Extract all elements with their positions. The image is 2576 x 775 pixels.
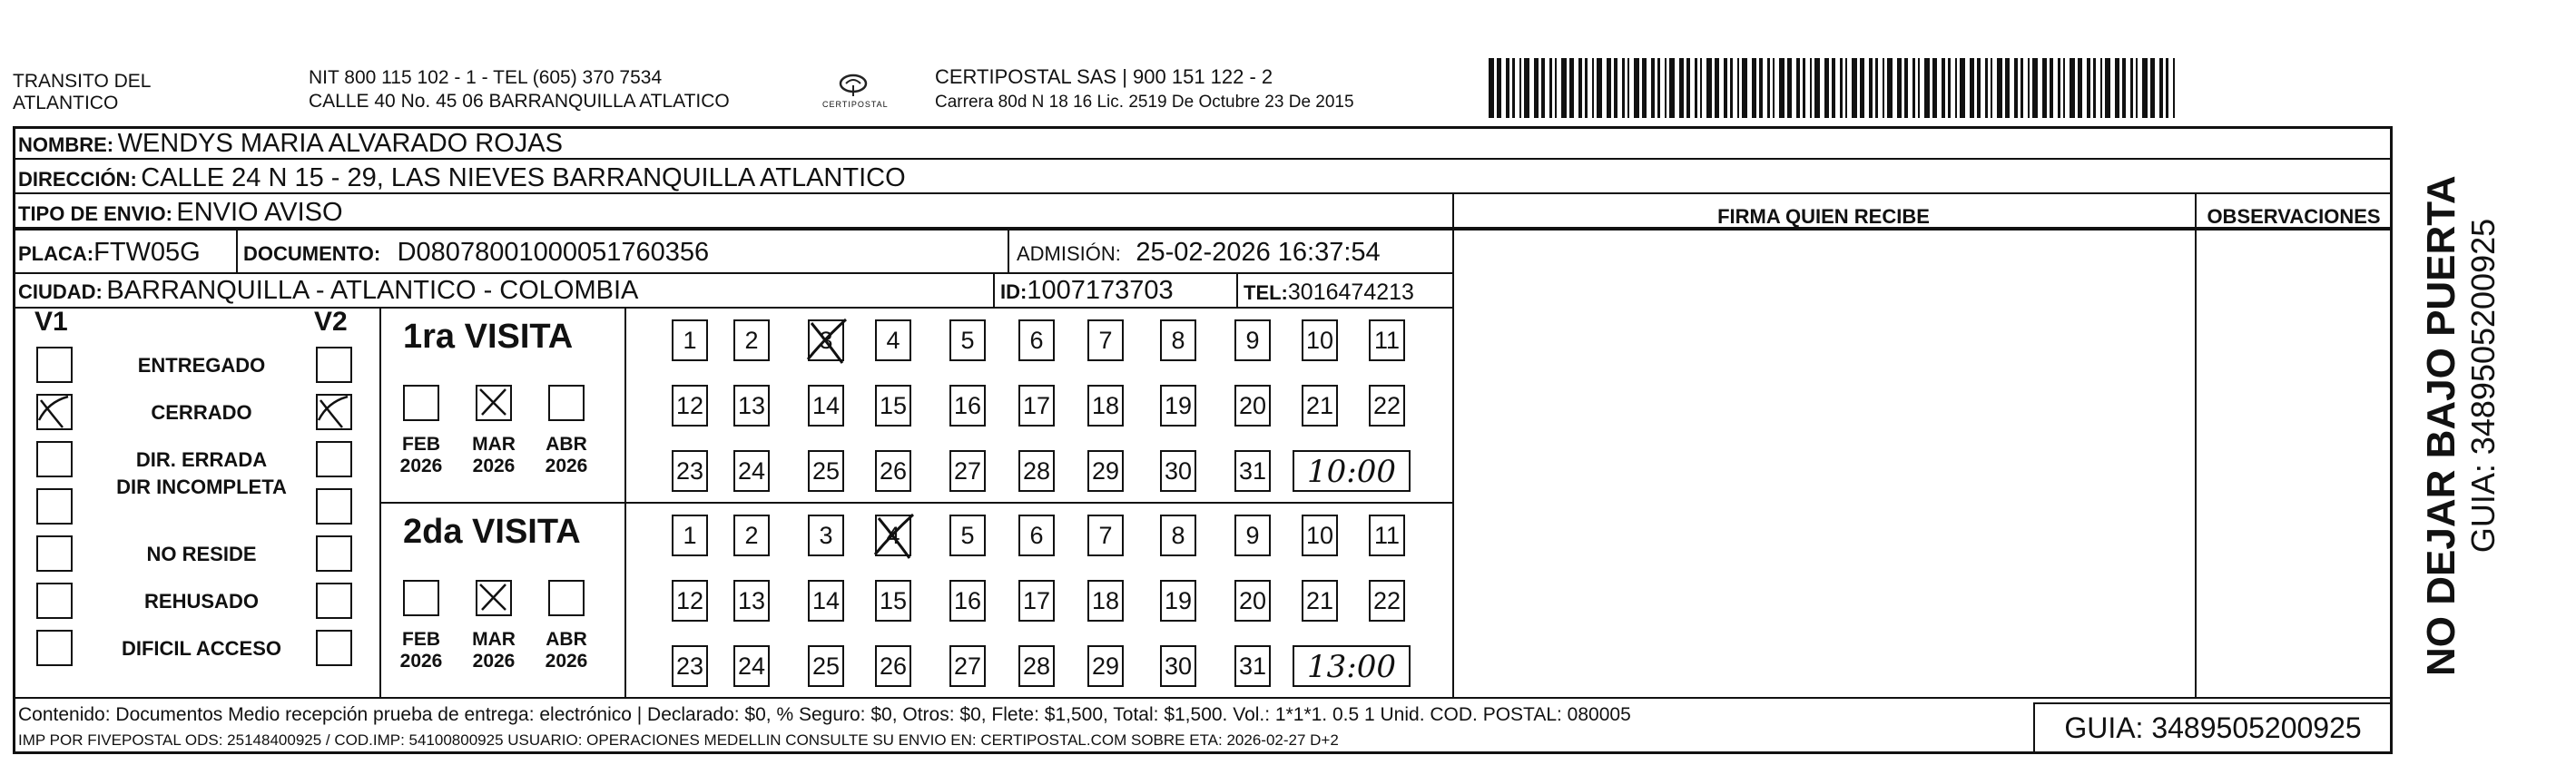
documento-field <box>243 238 709 268</box>
tel-divider <box>1236 272 1238 307</box>
status-option-label: ENTREGADO <box>137 354 266 377</box>
status-option-label: CERRADO <box>151 401 252 424</box>
day-box[interactable]: 22 <box>1369 385 1405 427</box>
nombre-value: WENDYS MARIA ALVARADO ROJAS <box>117 129 563 158</box>
day-box[interactable]: 13 <box>733 385 770 427</box>
day-box[interactable]: 24 <box>733 450 770 492</box>
tel-label: TEL: <box>1244 281 1288 304</box>
side-guia: GUIA: 3489505200925 <box>2464 218 2502 554</box>
day-box[interactable]: 31 <box>1234 645 1271 687</box>
month-label <box>465 629 523 672</box>
time-box[interactable] <box>1293 645 1411 687</box>
direccion-value: CALLE 24 N 15 - 29, LAS NIEVES BARRANQUILLA ATLANTICO <box>141 163 906 192</box>
month-checkbox[interactable] <box>476 580 512 616</box>
issuer-address-line: CALLE 40 No. 45 06 BARRANQUILLA ATLATICO <box>309 91 730 112</box>
month-label <box>537 434 595 477</box>
day-box[interactable]: 27 <box>949 645 986 687</box>
day-box[interactable]: 19 <box>1160 580 1196 622</box>
day-box[interactable]: 27 <box>949 450 986 492</box>
issuer-name-line1: TRANSITO DEL <box>13 71 152 92</box>
day-box[interactable]: 7 <box>1087 319 1124 361</box>
admision-field <box>1017 238 1381 268</box>
v1-checkbox[interactable] <box>36 583 73 619</box>
day-box[interactable]: 15 <box>875 580 911 622</box>
day-box[interactable]: 29 <box>1087 450 1124 492</box>
row4-top <box>13 229 1454 231</box>
no-dejar-warning: NO DEJAR BAJO PUERTA <box>2419 175 2463 676</box>
day-box[interactable]: 20 <box>1234 385 1271 427</box>
month-year: 2026 <box>472 456 516 476</box>
month-label <box>537 629 595 672</box>
v2-checkbox[interactable] <box>316 347 352 383</box>
month-checkbox[interactable] <box>476 385 512 421</box>
tipo-field <box>18 198 343 228</box>
v2-checkbox[interactable] <box>316 394 352 430</box>
admision-divider <box>1008 229 1009 272</box>
logo-caption: CERTIPOSTAL <box>822 100 889 109</box>
ciudad-field <box>18 276 638 306</box>
admision-value: 25-02-2026 16:37:54 <box>1136 238 1381 267</box>
day-box[interactable]: 15 <box>875 385 911 427</box>
day-box[interactable]: 8 <box>1160 515 1196 556</box>
tel-field <box>1244 280 1414 306</box>
day-box[interactable]: 23 <box>672 450 708 492</box>
ciudad-label: CIUDAD: <box>18 280 103 303</box>
ciudad-value: BARRANQUILLA - ATLANTICO - COLOMBIA <box>106 276 639 305</box>
day-box[interactable]: 5 <box>949 515 986 556</box>
v1-checkbox[interactable] <box>36 347 73 383</box>
status-option-label: DIR INCOMPLETA <box>116 476 287 498</box>
v2-checkbox[interactable] <box>316 441 352 477</box>
time-handwritten: 13:00 <box>1307 649 1396 685</box>
day-box[interactable]: 17 <box>1018 385 1055 427</box>
status-option-label: REHUSADO <box>144 590 259 613</box>
month-name: FEB <box>402 434 440 455</box>
day-box[interactable]: 31 <box>1234 450 1271 492</box>
month-checkbox[interactable] <box>403 385 439 421</box>
observaciones-label: OBSERVACIONES <box>2207 205 2381 228</box>
v1-checkbox[interactable] <box>36 630 73 666</box>
row5-bottom <box>13 307 1454 309</box>
day-box[interactable]: 9 <box>1234 515 1271 556</box>
admision-label: ADMISIÓN: <box>1017 242 1121 265</box>
day-box[interactable]: 18 <box>1087 385 1124 427</box>
v1-checkbox[interactable] <box>36 535 73 572</box>
day-box[interactable]: 9 <box>1234 319 1271 361</box>
visit-title: 1ra VISITA <box>403 318 574 356</box>
documento-label: DOCUMENTO: <box>243 242 381 265</box>
guia-box-text: GUIA: 3489505200925 <box>2064 711 2362 744</box>
v2-checkbox[interactable] <box>316 535 352 572</box>
day-box[interactable]: 21 <box>1302 580 1338 622</box>
day-box[interactable]: 7 <box>1087 515 1124 556</box>
day-box[interactable]: 2 <box>733 515 770 556</box>
placa-label: PLACA: <box>18 242 94 265</box>
v1-label: V1 <box>34 307 68 337</box>
day-box[interactable]: 29 <box>1087 645 1124 687</box>
v2-checkbox[interactable] <box>316 488 352 525</box>
day-box[interactable]: 26 <box>875 645 911 687</box>
day-box[interactable]: 10 <box>1302 319 1338 361</box>
month-year: 2026 <box>399 456 443 476</box>
month-name: ABR <box>546 434 587 455</box>
month-name: FEB <box>402 629 440 650</box>
day-box[interactable]: 21 <box>1302 385 1338 427</box>
day-box[interactable]: 28 <box>1018 450 1055 492</box>
month-checkbox[interactable] <box>403 580 439 616</box>
license-line: Carrera 80d N 18 16 Lic. 2519 De Octubre 23 De 2015 <box>935 93 1354 112</box>
status-option-label: NO RESIDE <box>146 543 257 565</box>
v1-checkbox[interactable] <box>36 441 73 477</box>
day-box[interactable]: 14 <box>808 580 844 622</box>
tipo-label: TIPO DE ENVIO: <box>18 202 172 225</box>
day-box[interactable]: 22 <box>1369 580 1405 622</box>
day-box[interactable]: 17 <box>1018 580 1055 622</box>
day-box[interactable]: 25 <box>808 450 844 492</box>
month-name: ABR <box>546 629 587 650</box>
firma-label: FIRMA QUIEN RECIBE <box>1717 205 1930 228</box>
v1-checkbox[interactable] <box>36 394 73 430</box>
month-label <box>465 434 523 477</box>
v1-checkbox[interactable] <box>36 488 73 525</box>
day-box[interactable]: 14 <box>808 385 844 427</box>
month-label <box>392 629 450 672</box>
issuer-name-line2: ATLANTICO <box>13 93 119 113</box>
status-option-label: DIFICIL ACCESO <box>121 637 281 660</box>
v2-label: V2 <box>314 307 348 337</box>
month-checkbox[interactable] <box>548 580 585 616</box>
nombre-label: NOMBRE: <box>18 133 114 156</box>
observaciones-divider <box>2195 194 2197 697</box>
day-box[interactable]: 4 <box>875 515 911 556</box>
nombre-field <box>18 129 563 159</box>
day-box[interactable]: 3 <box>808 319 844 361</box>
month-name: MAR <box>472 629 516 650</box>
id-value: 1007173703 <box>1027 276 1174 305</box>
day-box[interactable]: 5 <box>949 319 986 361</box>
day-box[interactable]: 8 <box>1160 319 1196 361</box>
issuer-nit-line: NIT 800 115 102 - 1 - TEL (605) 370 7534 <box>309 67 663 88</box>
day-box[interactable]: 24 <box>733 645 770 687</box>
day-box[interactable]: 16 <box>949 385 986 427</box>
day-box[interactable]: 28 <box>1018 645 1055 687</box>
day-box[interactable]: 2 <box>733 319 770 361</box>
documento-value: D08078001000051760356 <box>397 238 710 267</box>
v2-checkbox[interactable] <box>316 583 352 619</box>
id-field <box>1000 276 1174 306</box>
day-box[interactable]: 18 <box>1087 580 1124 622</box>
certipostal-logo <box>817 65 890 120</box>
month-name: MAR <box>472 434 516 455</box>
month-year: 2026 <box>399 651 443 672</box>
month-year: 2026 <box>545 456 588 476</box>
tipo-value: ENVIO AVISO <box>176 198 343 227</box>
day-box[interactable]: 6 <box>1018 319 1055 361</box>
day-box[interactable]: 12 <box>672 580 708 622</box>
placa-divider <box>236 229 238 272</box>
footer-top <box>13 697 2393 699</box>
status-option-label: DIR. ERRADA <box>135 448 268 471</box>
day-box[interactable]: 11 <box>1369 515 1405 556</box>
id-label: ID: <box>1000 280 1027 303</box>
v2-checkbox[interactable] <box>316 630 352 666</box>
barcode <box>1489 58 2178 118</box>
day-box[interactable]: 1 <box>672 319 708 361</box>
day-box[interactable]: 4 <box>875 319 911 361</box>
visit-divider <box>379 502 1454 504</box>
placa-value: FTW05G <box>93 238 201 267</box>
month-year: 2026 <box>545 651 588 672</box>
month-label <box>392 434 450 477</box>
direccion-label: DIRECCIÓN: <box>18 168 137 191</box>
id-divider <box>993 272 995 307</box>
time-handwritten: 10:00 <box>1307 454 1396 490</box>
day-box[interactable]: 30 <box>1160 450 1196 492</box>
day-box[interactable]: 26 <box>875 450 911 492</box>
contenido-line: Contenido: Documentos Medio recepción prueba de entrega: electrónico | Declarado: $0, % Seguro: $0, Otros: $0, Flete: $1,500, Total: $1,500. Vol.: 1*1*1. 0.5 1 Unid. COD. POSTAL: 080005 <box>18 704 1631 725</box>
placa-field <box>18 238 201 268</box>
month-year: 2026 <box>472 651 516 672</box>
tel-value: 3016474213 <box>1287 280 1414 305</box>
day-box[interactable]: 25 <box>808 645 844 687</box>
day-box[interactable]: 3 <box>808 515 844 556</box>
visit-title: 2da VISITA <box>403 513 581 551</box>
day-box[interactable]: 10 <box>1302 515 1338 556</box>
day-box[interactable]: 12 <box>672 385 708 427</box>
courier-line: CERTIPOSTAL SAS | 900 151 122 - 2 <box>935 65 1273 88</box>
firma-header-line <box>1452 229 2391 231</box>
day-box[interactable]: 23 <box>672 645 708 687</box>
month-checkbox[interactable] <box>548 385 585 421</box>
day-box[interactable]: 20 <box>1234 580 1271 622</box>
firma-divider <box>1452 194 1454 697</box>
day-box[interactable]: 30 <box>1160 645 1196 687</box>
day-box[interactable]: 11 <box>1369 319 1405 361</box>
direccion-field <box>18 163 906 193</box>
time-box[interactable] <box>1293 450 1411 492</box>
day-box[interactable]: 13 <box>733 580 770 622</box>
day-box[interactable]: 6 <box>1018 515 1055 556</box>
day-box[interactable]: 16 <box>949 580 986 622</box>
imp-line: IMP POR FIVEPOSTAL ODS: 25148400925 / COD.IMP: 54100800925 USUARIO: OPERACIONES MEDELLIN CONSULTE SU ENVIO EN: CERTIPOSTAL.COM SOBRE ETA: 2026-02-27 D+2 <box>18 731 1339 749</box>
day-box[interactable]: 19 <box>1160 385 1196 427</box>
day-box[interactable]: 1 <box>672 515 708 556</box>
